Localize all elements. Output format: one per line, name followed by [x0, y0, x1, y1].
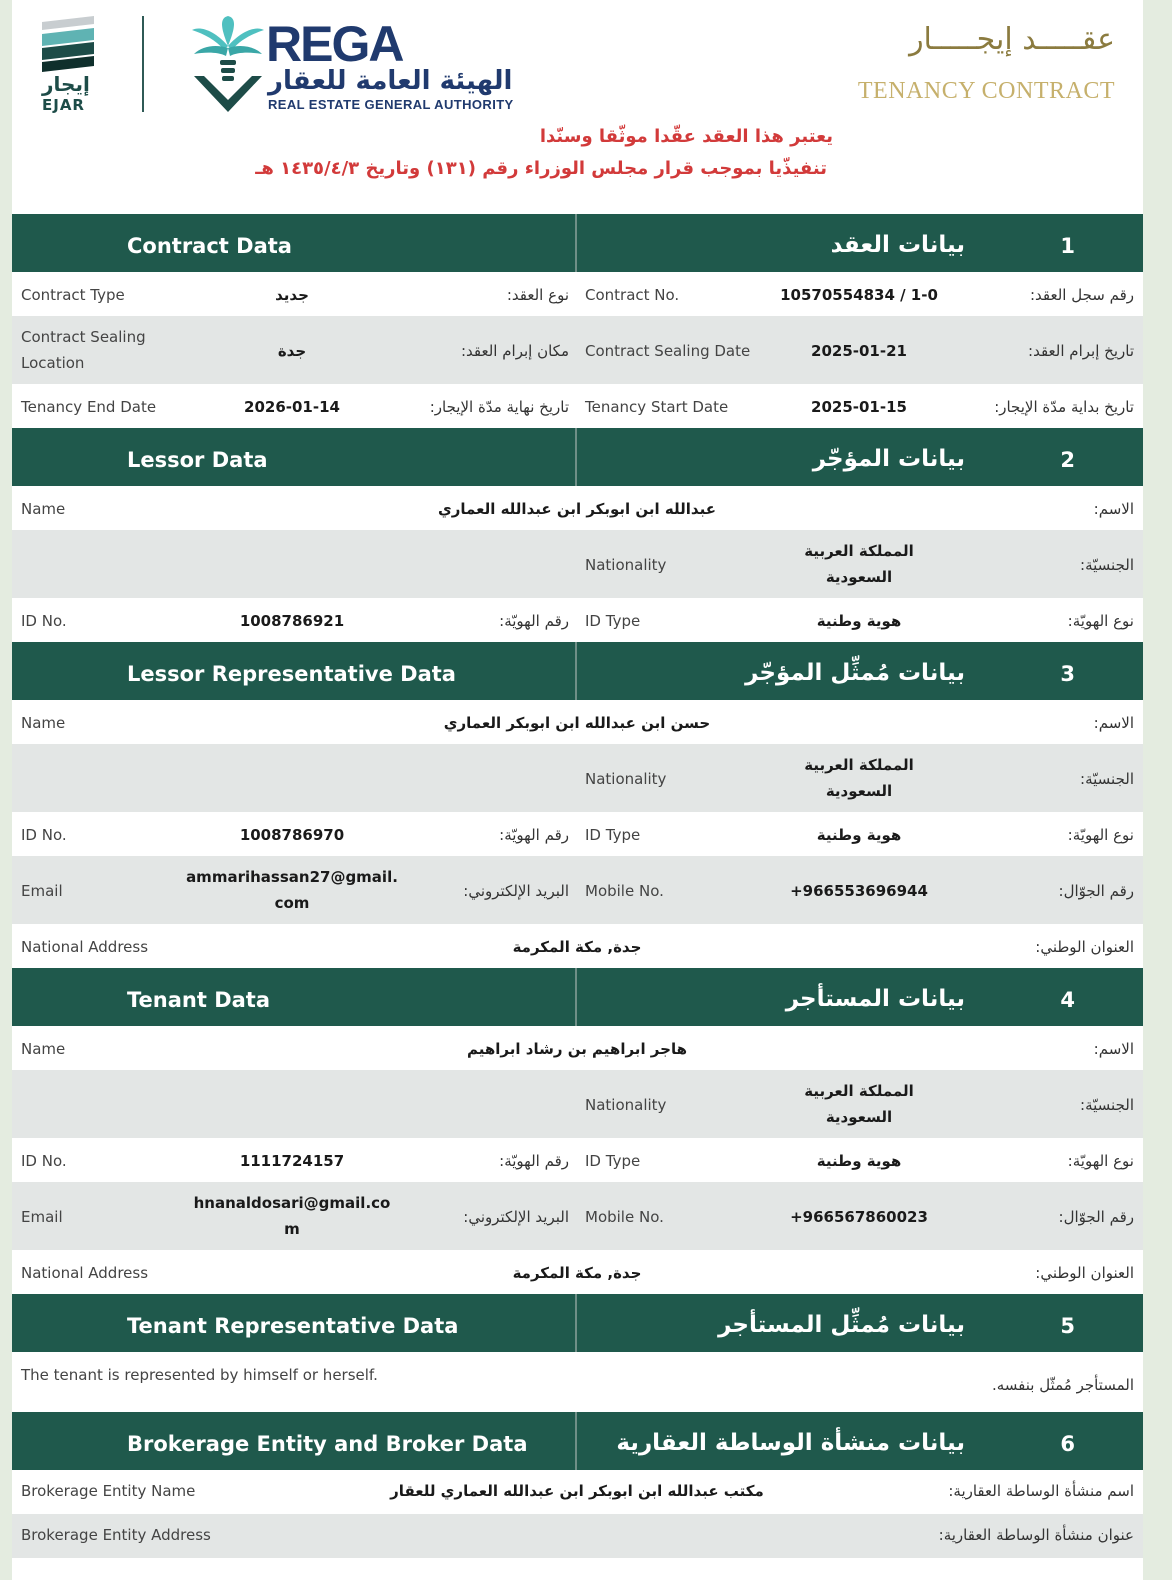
table-row: [12, 1250, 1143, 1294]
document-title-arabic: عقـــــد إيجـــــار: [909, 22, 1115, 57]
field-label-english: ID No.: [21, 826, 67, 844]
field-label-english: Contract Sealing Date: [585, 342, 751, 360]
field-label-english: Nationality: [585, 1096, 667, 1114]
representation-note-arabic: المستأجر مُمثّل بنفسه.: [991, 1376, 1134, 1394]
column-divider: [575, 642, 577, 700]
rega-arabic-name: الهيئة العامة للعقار: [268, 66, 513, 96]
field-value: ammarihassan27@gmail.: [186, 868, 398, 886]
document-header: [12, 0, 1143, 214]
field-label-english: Brokerage Entity Address: [21, 1526, 211, 1544]
table-row: [12, 1026, 1143, 1070]
field-value: المملكة العربية: [804, 756, 914, 774]
table-row: [12, 812, 1143, 856]
field-value: +966553696944: [790, 882, 928, 900]
field-label-arabic: تاريخ نهاية مدّة الإيجار:: [429, 398, 569, 416]
field-label-english: Email: [21, 882, 63, 900]
field-value: +966567860023: [790, 1208, 928, 1226]
field-label-english: Name: [21, 714, 66, 732]
field-value: حسن ابن عبدالله ابن ابوبكر العماري: [443, 714, 711, 732]
legal-notice-line-2: تنفيذّيا بموجب قرار مجلس الوزراء رقم (١٣١) وتاريخ ١٤٣٥/٤/٣ هـ: [255, 158, 827, 179]
field-label-english: Name: [21, 1040, 66, 1058]
section-header-lessor: [12, 428, 1143, 486]
field-value: 1008786970: [239, 826, 345, 844]
field-label-english: National Address: [21, 1264, 149, 1282]
field-label-english: Mobile No.: [585, 882, 664, 900]
field-label-english: Mobile No.: [585, 1208, 664, 1226]
field-label-english: ID No.: [21, 1152, 67, 1170]
field-label-english: Nationality: [585, 556, 667, 574]
field-label-arabic: العنوان الوطني:: [1035, 1264, 1134, 1282]
field-value: عبدالله ابن ابوبكر ابن عبدالله العماري: [438, 500, 716, 518]
field-label-arabic: البريد الإلكتروني:: [463, 1208, 569, 1226]
field-value: 2025-01-21: [811, 342, 907, 360]
section-number: 6: [1060, 1432, 1075, 1456]
field-label-english: Email: [21, 1208, 63, 1226]
table-row: [12, 1138, 1143, 1182]
field-value: جدة: [277, 342, 307, 360]
field-label-arabic: تاريخ إبرام العقد:: [1028, 342, 1134, 360]
field-label-arabic: رقم الهويّة:: [499, 612, 569, 630]
table-row: [12, 1470, 1143, 1514]
field-label-english: ID No.: [21, 612, 67, 630]
section-title-english: Tenant Data: [127, 988, 271, 1012]
table-row: [12, 486, 1143, 530]
field-value: 2025-01-15: [811, 398, 907, 416]
section-number: 2: [1060, 448, 1075, 472]
field-label-english: Location: [21, 354, 85, 372]
field-value: المملكة العربية: [804, 1082, 914, 1100]
table-row: [12, 856, 1143, 924]
field-value: السعودية: [825, 568, 893, 586]
column-divider: [575, 428, 577, 486]
field-value: جدة, مكة المكرمة: [512, 938, 642, 956]
section-header-contract: [12, 214, 1143, 272]
field-label-arabic: تاريخ بداية مدّة الإيجار:: [994, 398, 1134, 416]
field-label-english: Brokerage Entity Name: [21, 1482, 196, 1500]
field-value: المملكة العربية: [804, 542, 914, 560]
table-row: [12, 1352, 1143, 1412]
section-title-arabic: بيانات مُمثِّل المؤجّر: [745, 660, 965, 686]
table-row: [12, 924, 1143, 968]
field-value: هوية وطنية: [816, 612, 902, 630]
field-label-arabic: البريد الإلكتروني:: [463, 882, 569, 900]
field-label-arabic: العنوان الوطني:: [1035, 938, 1134, 956]
field-label-arabic: نوع العقد:: [506, 286, 569, 304]
rega-wordmark: REGA: [266, 16, 403, 72]
field-label-arabic: الاسم:: [1093, 1040, 1134, 1058]
table-row: [12, 1182, 1143, 1250]
table-row: [12, 530, 1143, 598]
section-number: 3: [1060, 662, 1075, 686]
field-label-english: Tenancy Start Date: [585, 398, 729, 416]
field-label-english: Name: [21, 500, 66, 518]
field-label-english: National Address: [21, 938, 149, 956]
field-value: هوية وطنية: [816, 826, 902, 844]
document-title-english: TENANCY CONTRACT: [857, 78, 1115, 104]
section-title-english: Tenant Representative Data: [127, 1314, 459, 1338]
field-label-arabic: رقم الهويّة:: [499, 826, 569, 844]
contract-body: [12, 214, 1143, 1558]
table-row: [12, 384, 1143, 428]
section-title-arabic: بيانات مُمثِّل المستأجر: [718, 1312, 965, 1338]
field-label-arabic: نوع الهويّة:: [1067, 1152, 1134, 1170]
logo-divider: [142, 16, 144, 112]
contract-sheet: [12, 0, 1143, 1580]
field-value: com: [274, 894, 310, 912]
section-header-brokerage: [12, 1412, 1143, 1470]
section-number: 1: [1060, 234, 1075, 258]
field-value: هاجر ابراهيم بن رشاد ابراهيم: [467, 1040, 687, 1058]
field-value: السعودية: [825, 782, 893, 800]
field-label-english: Tenancy End Date: [21, 398, 157, 416]
ejar-logo-text: EJAR: [42, 96, 85, 114]
field-label-english: ID Type: [585, 612, 641, 630]
table-row: [12, 1070, 1143, 1138]
field-value: جديد: [275, 286, 309, 304]
field-label-english: Contract Type: [21, 286, 125, 304]
section-header-lessor-rep: [12, 642, 1143, 700]
field-value: 1111724157: [239, 1152, 345, 1170]
section-title-english: Brokerage Entity and Broker Data: [127, 1432, 528, 1456]
field-label-english: Contract No.: [585, 286, 680, 304]
column-divider: [575, 1294, 577, 1352]
field-label-arabic: الجنسيّة:: [1080, 556, 1134, 574]
section-number: 5: [1060, 1314, 1075, 1338]
field-label-arabic: نوع الهويّة:: [1067, 826, 1134, 844]
field-value: جدة, مكة المكرمة: [512, 1264, 642, 1282]
field-label-arabic: نوع الهويّة:: [1067, 612, 1134, 630]
field-label-arabic: اسم منشأة الوساطة العقارية:: [948, 1482, 1134, 1500]
section-header-tenant: [12, 968, 1143, 1026]
table-row: [12, 1514, 1143, 1558]
table-row: [12, 598, 1143, 642]
rega-palm-icon: [190, 16, 266, 112]
section-title-english: Contract Data: [127, 234, 292, 258]
table-row: [12, 272, 1143, 316]
field-label-arabic: الاسم:: [1093, 500, 1134, 518]
field-label-english: ID Type: [585, 826, 641, 844]
column-divider: [575, 968, 577, 1026]
field-label-arabic: رقم الهويّة:: [499, 1152, 569, 1170]
field-label-english: Contract Sealing: [21, 328, 146, 346]
field-value: السعودية: [825, 1108, 893, 1126]
section-title-arabic: بيانات منشأة الوساطة العقارية: [616, 1430, 965, 1456]
field-value: هوية وطنية: [816, 1152, 902, 1170]
section-title-english: Lessor Representative Data: [127, 662, 456, 686]
column-divider: [575, 1412, 577, 1470]
ejar-logo-arabic: إيجار: [42, 72, 90, 96]
section-header-tenant-rep: [12, 1294, 1143, 1352]
field-label-arabic: الاسم:: [1093, 714, 1134, 732]
field-value: 10570554834 / 1-0: [780, 286, 938, 304]
field-value: hnanaldosari@gmail.co: [193, 1194, 391, 1212]
field-label-arabic: الجنسيّة:: [1080, 770, 1134, 788]
table-row: [12, 316, 1143, 384]
section-title-english: Lessor Data: [127, 448, 268, 472]
field-label-arabic: رقم الجوّال:: [1058, 882, 1134, 900]
section-title-arabic: بيانات المستأجر: [785, 986, 965, 1012]
field-label-arabic: رقم الجوّال:: [1058, 1208, 1134, 1226]
table-row: [12, 744, 1143, 812]
field-label-english: ID Type: [585, 1152, 641, 1170]
field-value: مكتب عبدالله ابن ابوبكر ابن عبدالله العماري للعقار: [390, 1482, 764, 1500]
section-number: 4: [1060, 988, 1075, 1012]
section-title-arabic: بيانات العقد: [830, 232, 965, 258]
field-label-english: Nationality: [585, 770, 667, 788]
field-value: m: [284, 1220, 300, 1238]
column-divider: [575, 214, 577, 272]
field-value: 2026-01-14: [244, 398, 340, 416]
table-row: [12, 700, 1143, 744]
legal-notice-line-1: يعتبر هذا العقد عقّدا موثّقا وسنّدا: [539, 126, 833, 147]
section-title-arabic: بيانات المؤجّر: [812, 446, 965, 472]
representation-note-english: The tenant is represented by himself or herself.: [21, 1366, 378, 1384]
field-label-arabic: عنوان منشأة الوساطة العقارية:: [938, 1526, 1134, 1544]
field-label-arabic: مكان إبرام العقد:: [460, 342, 569, 360]
rega-english-name: REAL ESTATE GENERAL AUTHORITY: [268, 97, 514, 112]
field-label-arabic: الجنسيّة:: [1080, 1096, 1134, 1114]
field-value: 1008786921: [239, 612, 345, 630]
field-label-arabic: رقم سجل العقد:: [1029, 286, 1134, 304]
